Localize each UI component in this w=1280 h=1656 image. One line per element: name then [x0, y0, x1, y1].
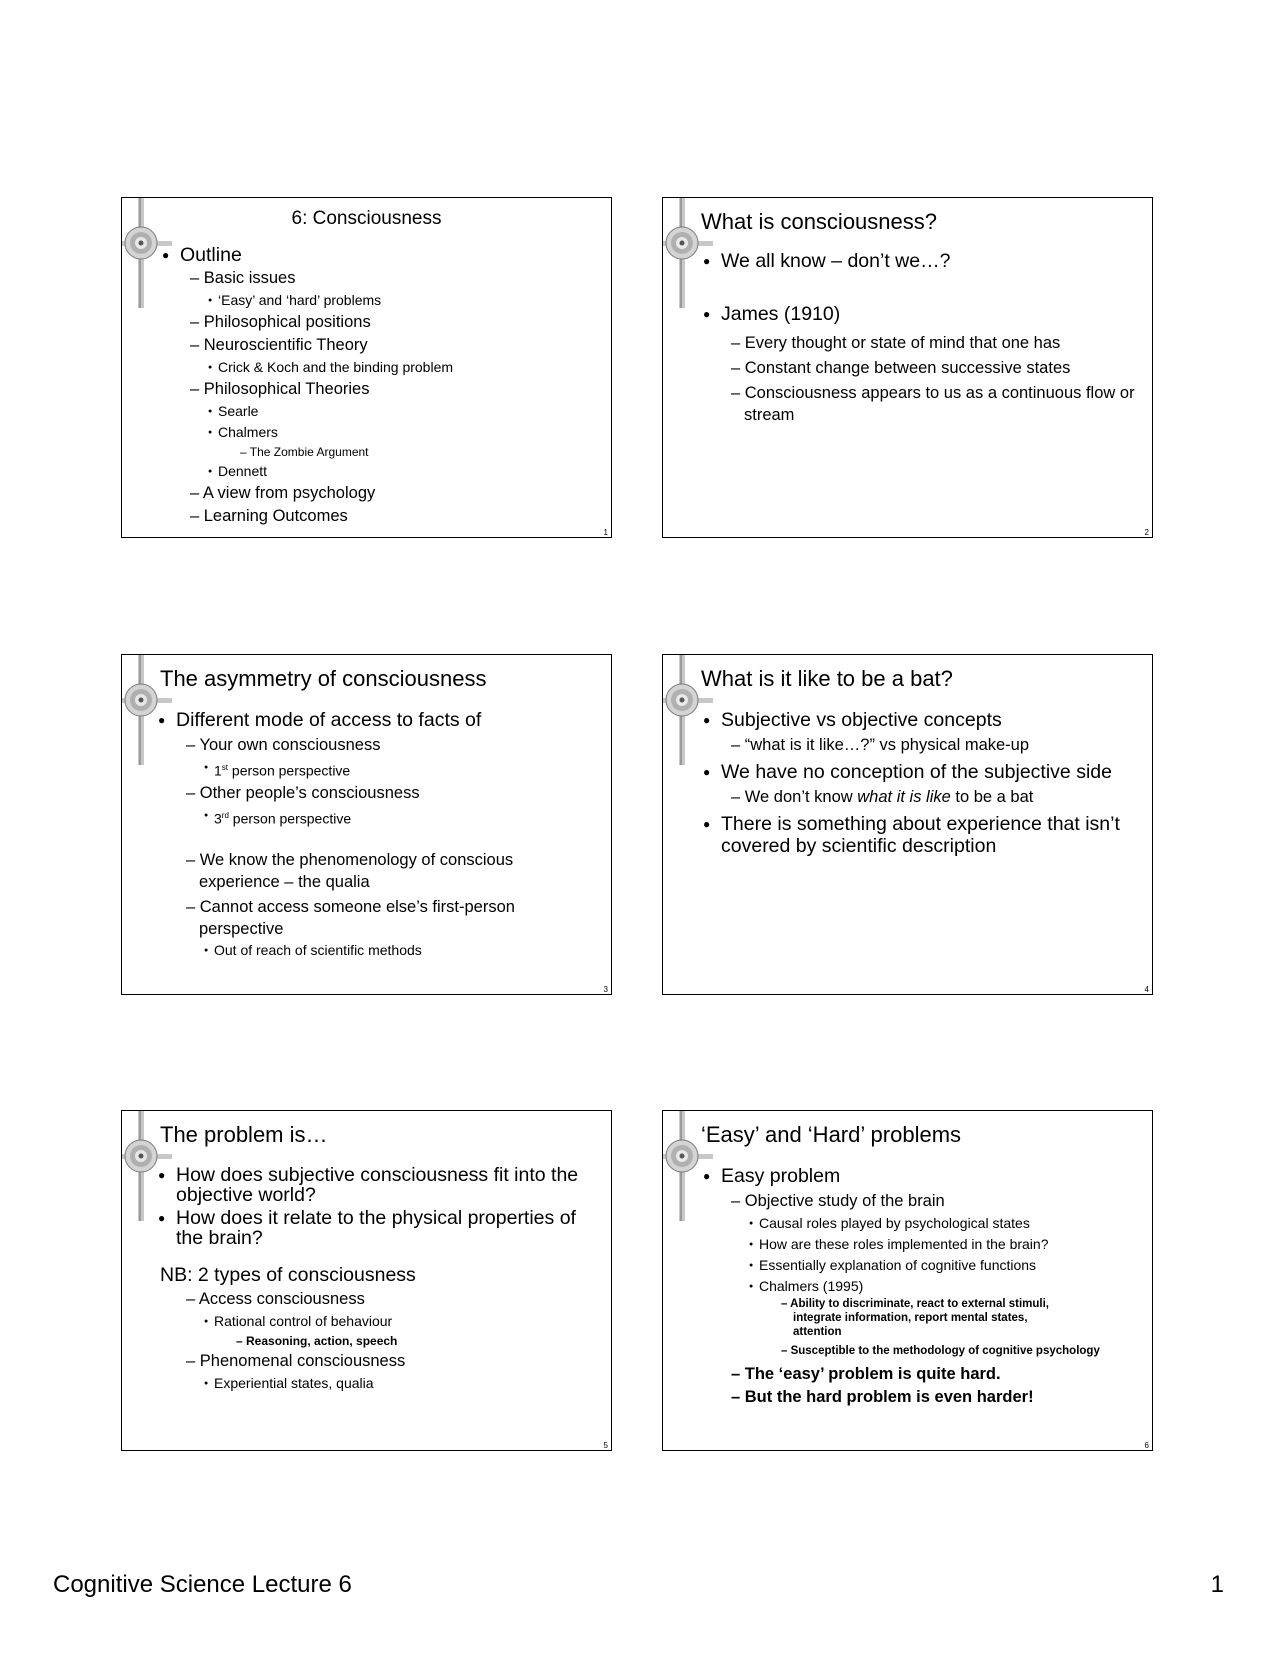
slide-title: What is it like to be a bat? [701, 666, 953, 691]
bullet: ● Different mode of access to facts of [158, 709, 603, 732]
level-4-item: – Susceptible to the methodology of cognitive psychology [781, 1345, 1100, 1357]
bullet: ● Easy problem [703, 1165, 1144, 1188]
sub-bullet: – Phenomenal consciousness [186, 1352, 406, 1370]
sub-sub-bullet [158, 757, 603, 782]
text-run: to be a bat [950, 788, 1034, 806]
sub-sub-bullet: ● Dennett [162, 461, 603, 482]
bullet: ● Outline [162, 244, 603, 267]
slide-number: 5 [603, 1441, 608, 1450]
slide-1 [121, 197, 612, 538]
sub-sub-bullet: ● Chalmers (1995) [703, 1276, 1144, 1297]
sub-bullet: – Other people’s consciousness [186, 783, 420, 802]
slide-title: The asymmetry of consciousness [160, 666, 487, 691]
slide-title: ‘Easy’ and ‘Hard’ problems [701, 1122, 962, 1147]
bullet: ● We all know – don’t we…? [703, 250, 1144, 273]
slide-number: 4 [1144, 985, 1149, 994]
bullet: ● Subjective vs objective concepts [703, 709, 1144, 732]
sub-bullet: – Consciousness appears to us as a continuous flow or stream [731, 384, 1135, 424]
sub-bullet: – The ‘easy’ problem is quite hard. [731, 1365, 1001, 1383]
sub-bullet: – Cannot access someone else’s first-person perspective [186, 898, 515, 939]
level-4-item: – Reasoning, action, speech [236, 1334, 398, 1348]
sub-sub-bullet: ● Essentially explanation of cognitive functions [703, 1255, 1144, 1276]
sub-bullet: – Access consciousness [186, 1290, 365, 1308]
slide-4 [662, 654, 1153, 995]
slide-title: 6: Consciousness [291, 208, 442, 229]
sub-bullet: – Learning Outcomes [190, 507, 348, 525]
sub-bullet: – But the hard problem is even harder! [731, 1388, 1034, 1406]
perspective-number: 3 [214, 810, 222, 827]
sub-bullet: – Constant change between successive states [731, 359, 1071, 377]
sub-bullet: – We know the phenomenology of conscious experience – the qualia [186, 851, 514, 892]
slide-title: The problem is… [160, 1122, 328, 1147]
perspective-label: person perspective [228, 762, 351, 779]
text-run: – We don’t know [731, 788, 858, 806]
sub-sub-bullet: ● Chalmers [162, 422, 603, 443]
sub-bullet: – A view from psychology [190, 484, 376, 502]
perspective-number: 1 [214, 762, 222, 779]
sub-sub-bullet: ● How are these roles implemented in the brain? [703, 1234, 1144, 1255]
level-4-item: – The Zombie Argument [240, 445, 369, 459]
slide-3 [121, 654, 612, 995]
sub-sub-bullet: ● Experiential states, qualia [158, 1373, 603, 1394]
sub-bullet: – Basic issues [190, 269, 296, 287]
slide-5 [121, 1110, 612, 1451]
slide-2 [662, 197, 1153, 538]
sub-bullet: – Philosophical positions [190, 313, 371, 331]
page-number: 1 [1210, 1571, 1224, 1598]
ordinal-suffix: rd [221, 810, 229, 820]
bullet: ● James (1910) [703, 303, 1144, 326]
bullet: ● There is something about experience that isn’t covered by scientific description [703, 813, 1121, 857]
slide-number: 3 [603, 985, 608, 994]
sub-bullet: – Neuroscientific Theory [190, 336, 368, 354]
level-4-item: – Ability to discriminate, react to external stimuli, integrate information, report mental states, attention [781, 1298, 1049, 1338]
note-heading: NB: 2 types of consciousness [160, 1264, 416, 1286]
sub-bullet: – “what is it like…?” vs physical make-up [731, 736, 1030, 754]
bullet: ● How does it relate to the physical properties of the brain? [158, 1208, 596, 1248]
sub-sub-bullet: ● Causal roles played by psychological states [703, 1213, 1144, 1234]
bullet: ● How does subjective consciousness fit into the objective world? [158, 1165, 596, 1205]
emphasis: what it is like [857, 788, 951, 806]
sub-sub-bullet: ● Searle [162, 401, 603, 422]
footer-title: Cognitive Science Lecture 6 [53, 1571, 352, 1598]
bullet: ● We have no conception of the subjective side [703, 761, 1144, 784]
sub-bullet: – Your own consciousness [186, 736, 381, 754]
slide-number: 1 [603, 528, 608, 537]
sub-bullet: – Objective study of the brain [731, 1192, 945, 1210]
slide-number: 2 [1144, 528, 1149, 537]
slide-title: What is consciousness? [701, 209, 937, 234]
sub-sub-bullet [158, 805, 603, 830]
sub-bullet: – Every thought or state of mind that one has [731, 334, 1061, 352]
perspective-label: person perspective [228, 810, 352, 827]
sub-sub-bullet: ● Crick & Koch and the binding problem [162, 357, 603, 378]
sub-sub-bullet: ● ‘Easy’ and ‘hard’ problems [162, 290, 603, 311]
ordinal-suffix: st [221, 763, 229, 772]
slide-number: 6 [1144, 1441, 1149, 1450]
sub-sub-bullet: ● Rational control of behaviour [158, 1311, 603, 1332]
sub-bullet [703, 786, 1144, 809]
sub-bullet: – Philosophical Theories [190, 380, 370, 398]
slide-6 [662, 1110, 1153, 1451]
sub-sub-bullet: ● Out of reach of scientific methods [158, 940, 603, 961]
